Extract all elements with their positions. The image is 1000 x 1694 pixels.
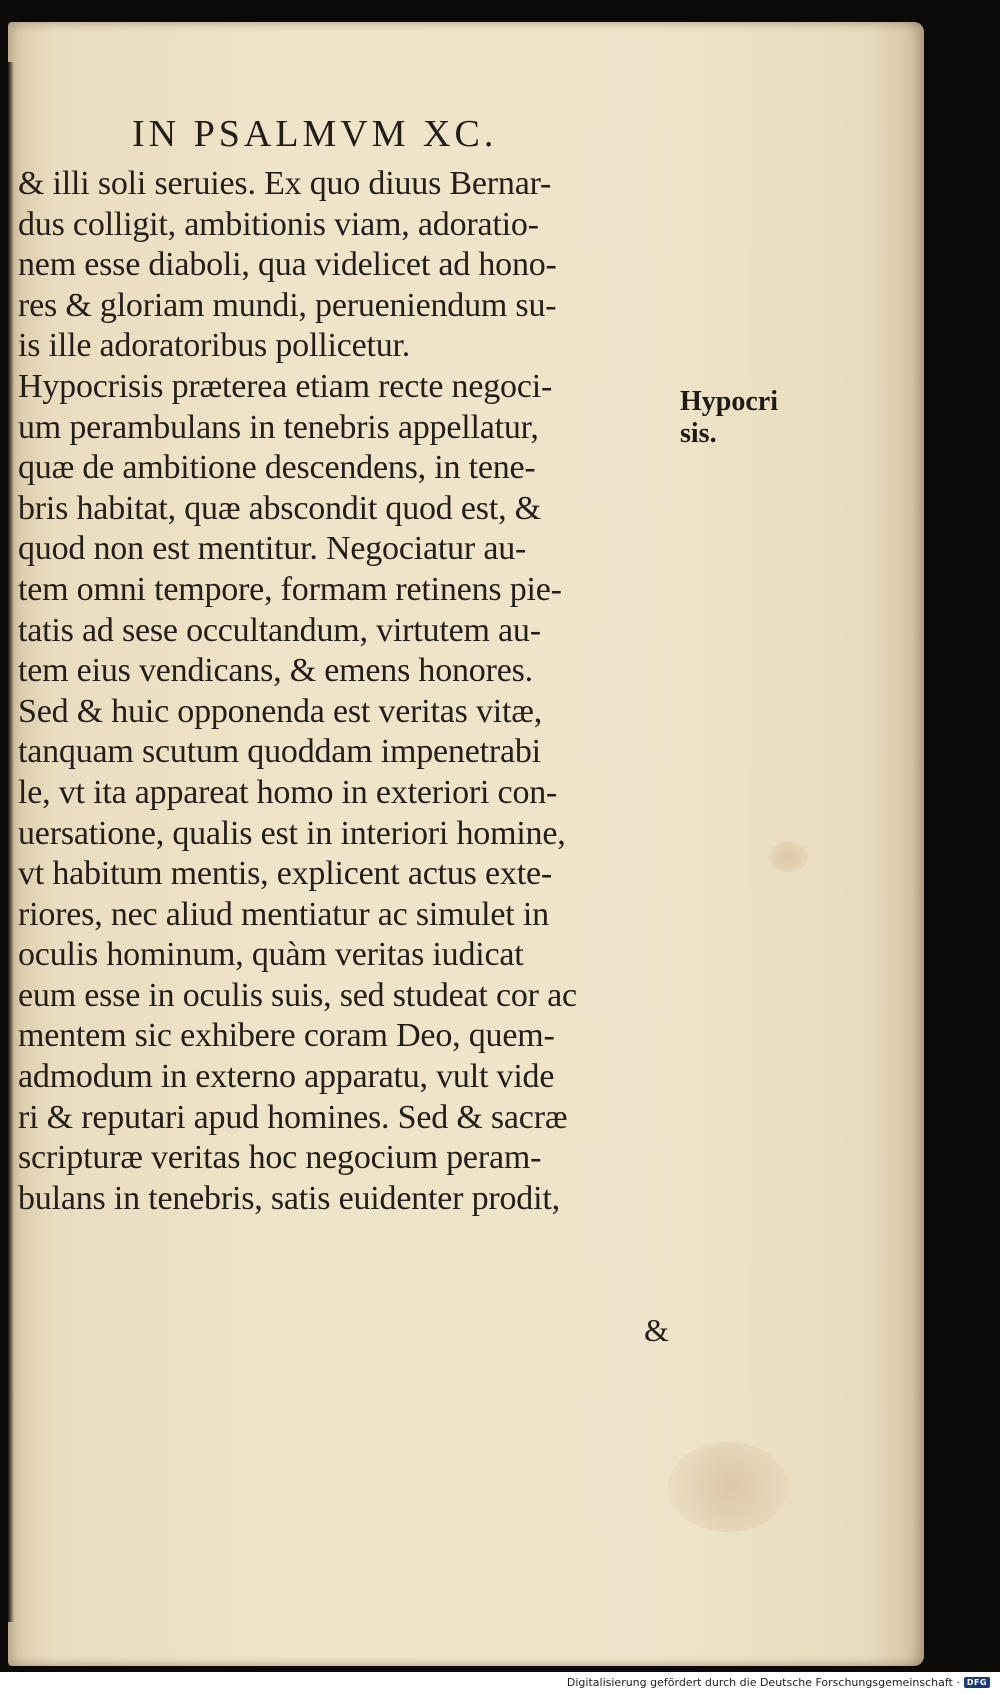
text-line: mentem sic exhibere coram Deo, quem- bbox=[18, 1017, 555, 1055]
text-line: quod non est mentitur. Negociatur au- bbox=[18, 530, 527, 568]
text-line: um perambulans in tenebris appellatur, bbox=[18, 408, 539, 446]
text-line: & illi soli seruies. Ex quo diuus Bernar- bbox=[18, 165, 552, 202]
paper-stain bbox=[668, 1442, 788, 1532]
text-line: riores, nec aliud mentiatur ac simulet in bbox=[18, 895, 549, 933]
text-line: nem esse diaboli, qua videlicet ad hono- bbox=[18, 246, 557, 284]
text-line: ri & reputari apud homines. Sed & sacræ bbox=[18, 1098, 568, 1136]
text-line: tanquam scutum quoddam impenetrabi bbox=[18, 733, 541, 771]
text-line: Sed & huic opponenda est veritas vitæ, bbox=[18, 692, 543, 730]
text-line: admodum in externo apparatu, vult vide bbox=[18, 1058, 555, 1096]
margin-note-line: Hypocri bbox=[680, 386, 778, 417]
running-head: IN PSALMVM XC. bbox=[132, 113, 498, 155]
text-line: is ille adoratoribus pollicetur. bbox=[18, 327, 411, 365]
text-line: tem eius vendicans, & emens honores. bbox=[18, 652, 533, 690]
text-line: bulans in tenebris, satis euidenter prodit, bbox=[18, 1179, 560, 1217]
text-line: vt habitum mentis, explicent actus exte- bbox=[18, 855, 552, 893]
digitization-credit bbox=[567, 1674, 990, 1690]
text-line: eum esse in oculis suis, sed studeat cor ac bbox=[18, 976, 577, 1014]
text-line: res & gloriam mundi, perueniendum su- bbox=[18, 286, 557, 324]
text-line: dus colligit, ambitionis viam, adoratio- bbox=[18, 205, 539, 243]
body-text bbox=[18, 164, 698, 1219]
text-line: quæ de ambitione descendens, in tene- bbox=[18, 449, 536, 487]
text-line: oculis hominum, quàm veritas iudicat bbox=[18, 936, 524, 974]
credit-text: Digitalisierung gefördert durch die Deutsche Forschungsgemeinschaft · bbox=[566, 1675, 960, 1689]
text-line: le, vt ita appareat homo in exteriori con- bbox=[18, 773, 558, 811]
margin-note-line: sis. bbox=[680, 418, 717, 449]
paper-stain bbox=[768, 842, 808, 872]
text-line: uersatione, qualis est in interiori homine, bbox=[18, 814, 566, 852]
dfg-logo-icon: DFG bbox=[964, 1677, 990, 1688]
catchword: & bbox=[644, 1312, 669, 1348]
text-line: bris habitat, quæ abscondit quod est, & bbox=[18, 489, 541, 527]
text-line: Hypocrisis præterea etiam recte negoci- bbox=[18, 367, 553, 405]
text-line: tatis ad sese occultandum, virtutem au- bbox=[18, 611, 541, 649]
page-gutter-shadow bbox=[8, 62, 14, 1622]
margin-note bbox=[680, 386, 810, 450]
text-line: scripturæ veritas hoc negocium peram- bbox=[18, 1139, 542, 1177]
text-line: tem omni tempore, formam retinens pie- bbox=[18, 570, 562, 608]
